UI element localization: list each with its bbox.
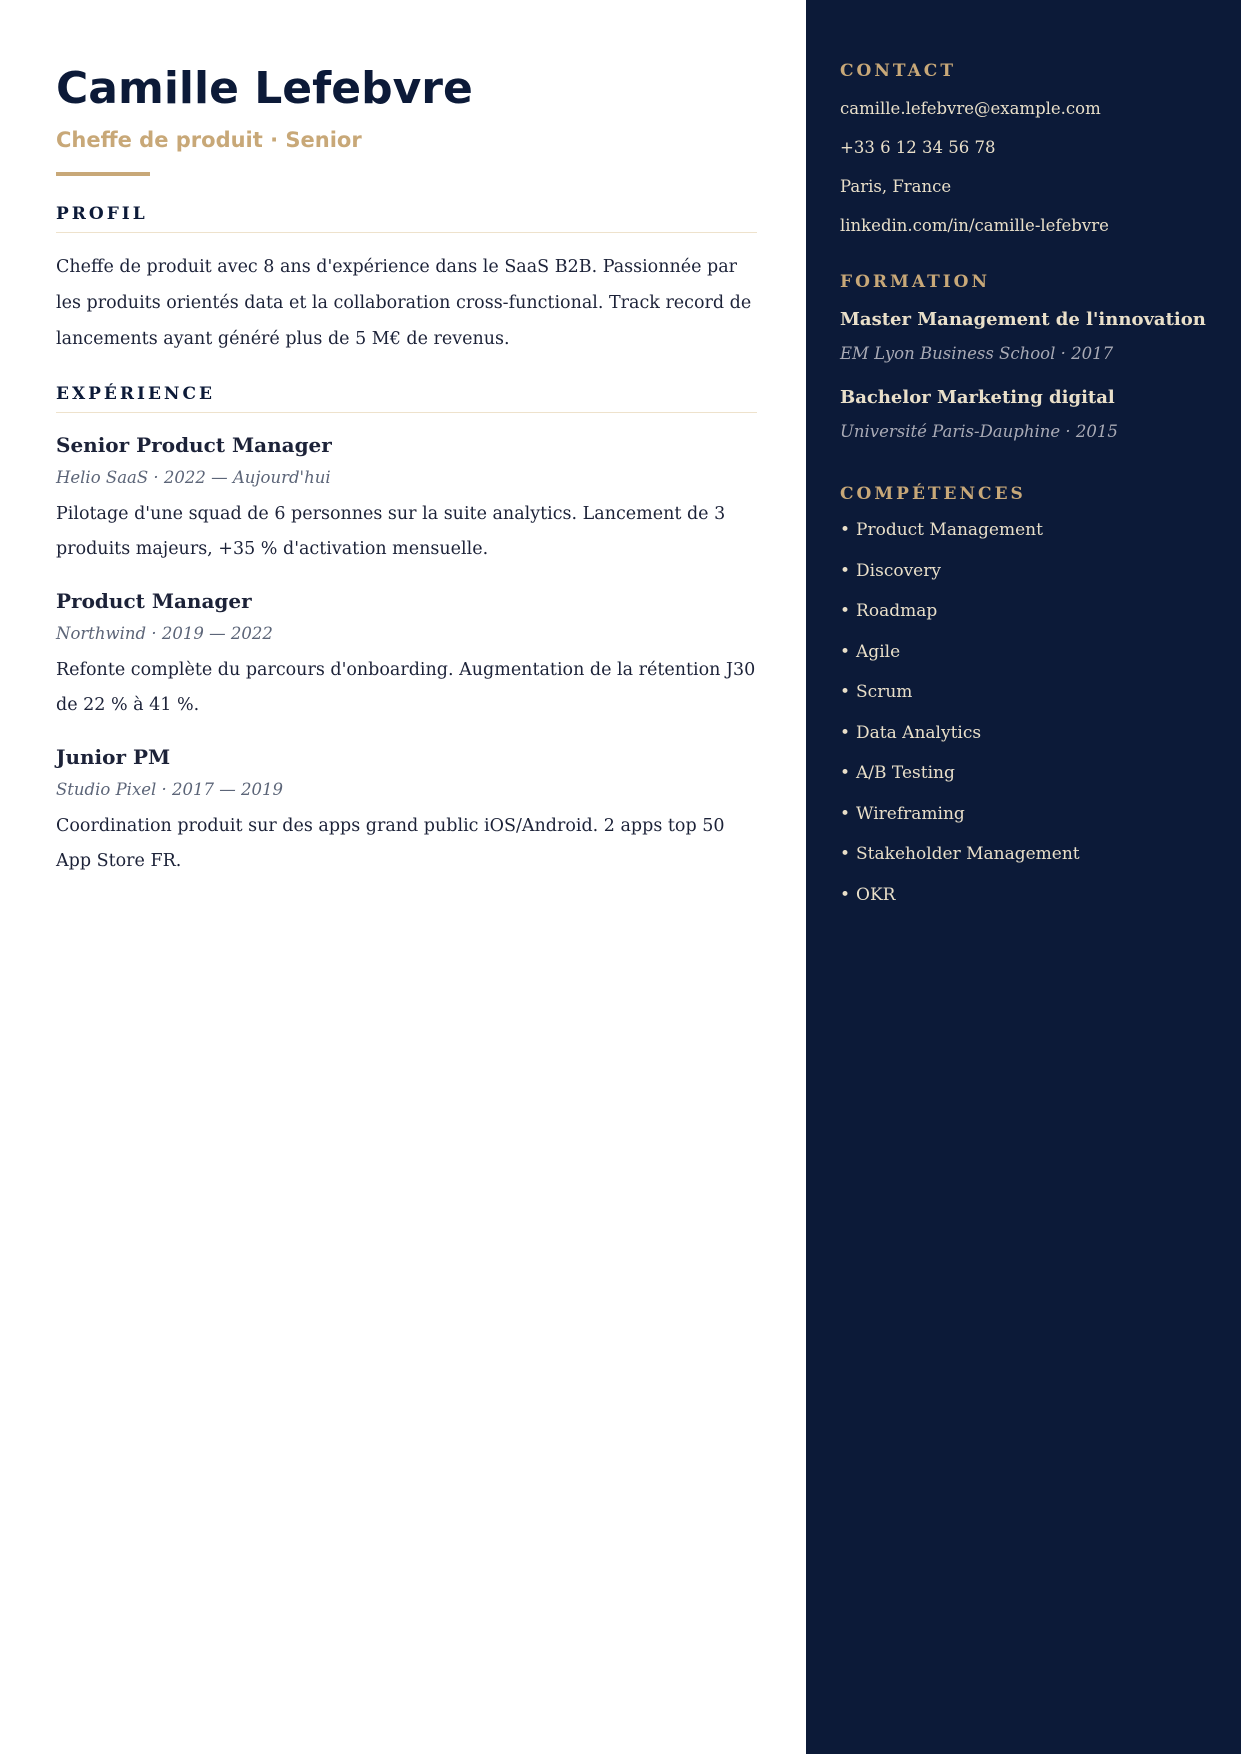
contact-location: Paris, France: [840, 177, 952, 196]
education-meta: EM Lyon Business School · 2017: [840, 344, 1114, 363]
skill-item: [840, 762, 1221, 784]
bullet-icon: •: [840, 803, 851, 824]
job-entry: [56, 431, 757, 567]
skill-item: [840, 641, 1221, 663]
section-title-experience: EXPÉRIENCE: [56, 384, 757, 413]
skill-item: [840, 560, 1221, 582]
job-title: Senior Product Manager: [56, 433, 332, 457]
bullet-icon: •: [840, 560, 851, 581]
bullet-icon: •: [840, 682, 851, 702]
skill-label: Roadmap: [856, 601, 938, 621]
skill-label: Discovery: [856, 560, 941, 581]
section-title-skills: COMPÉTENCES: [840, 484, 1026, 504]
job-meta: Helio SaaS · 2022 — Aujourd'hui: [56, 468, 331, 487]
bullet-icon: •: [840, 844, 851, 864]
contact-linkedin[interactable]: linkedin.com/in/camille-lefebvre: [840, 216, 1109, 235]
bullet-icon: •: [840, 763, 851, 783]
profile-text: Cheffe de produit avec 8 ans d'expérience dans le SaaS B2B. Passionnée par les produits orientés data et la collaboration cross-functional. Track record de lancements ayant généré plus de 5 M€ de revenus.: [56, 257, 752, 349]
job-title: Product Manager: [56, 589, 252, 613]
section-title-profile: PROFIL: [56, 204, 757, 233]
skill-label: Wireframing: [856, 803, 965, 824]
bullet-icon: •: [840, 601, 851, 621]
skill-item: [840, 681, 1221, 703]
skill-label: Agile: [856, 641, 901, 662]
job-description: Coordination produit sur des apps grand public iOS/Android. 2 apps top 50 App Store FR.: [56, 816, 725, 871]
education-meta: Université Paris-Dauphine · 2015: [840, 422, 1118, 441]
sidebar: [806, 0, 1241, 1754]
bullet-icon: •: [840, 520, 851, 540]
skill-item: [840, 722, 1221, 744]
skill-label: Product Management: [856, 520, 1043, 540]
education-entry: [840, 385, 1221, 443]
education-degree: Master Management de l'innovation: [840, 309, 1206, 330]
job-entry: [56, 587, 757, 723]
accent-divider: [56, 172, 150, 176]
bullet-icon: •: [840, 884, 851, 905]
education-entry: [840, 307, 1221, 365]
education-degree: Bachelor Marketing digital: [840, 387, 1115, 408]
skill-label: Scrum: [856, 682, 913, 702]
skill-label: Data Analytics: [856, 722, 982, 743]
contact-phone[interactable]: +33 6 12 34 56 78: [840, 138, 996, 157]
skill-item: [840, 884, 1221, 906]
skills-list: [840, 519, 1221, 906]
job-entry: [56, 743, 757, 879]
skill-label: Stakeholder Management: [856, 844, 1080, 864]
skill-item: [840, 803, 1221, 825]
bullet-icon: •: [840, 722, 851, 743]
section-title-education: FORMATION: [840, 272, 991, 292]
bullet-icon: •: [840, 641, 851, 662]
skill-label: OKR: [856, 884, 896, 905]
experience-list: [56, 431, 757, 879]
job-description: Pilotage d'une squad de 6 personnes sur la suite analytics. Lancement de 3 produits majeurs, +35 % d'activation mensuelle.: [56, 504, 726, 559]
job-description: Refonte complète du parcours d'onboarding. Augmentation de la rétention J30 de 22 % à 41 %.: [56, 660, 756, 715]
job-meta: Northwind · 2019 — 2022: [56, 624, 273, 643]
job-meta: Studio Pixel · 2017 — 2019: [56, 780, 284, 799]
skill-item: [840, 600, 1221, 622]
contact-email[interactable]: camille.lefebvre@example.com: [840, 99, 1101, 118]
candidate-name: Camille Lefebvre: [56, 63, 473, 114]
job-title: Junior PM: [56, 745, 171, 769]
skill-item: [840, 843, 1221, 865]
section-title-contact: CONTACT: [840, 61, 956, 81]
contact-list: [840, 98, 1221, 237]
job-headline: Cheffe de produit · Senior: [56, 128, 362, 152]
skill-item: [840, 519, 1221, 541]
skill-label: A/B Testing: [856, 763, 955, 783]
